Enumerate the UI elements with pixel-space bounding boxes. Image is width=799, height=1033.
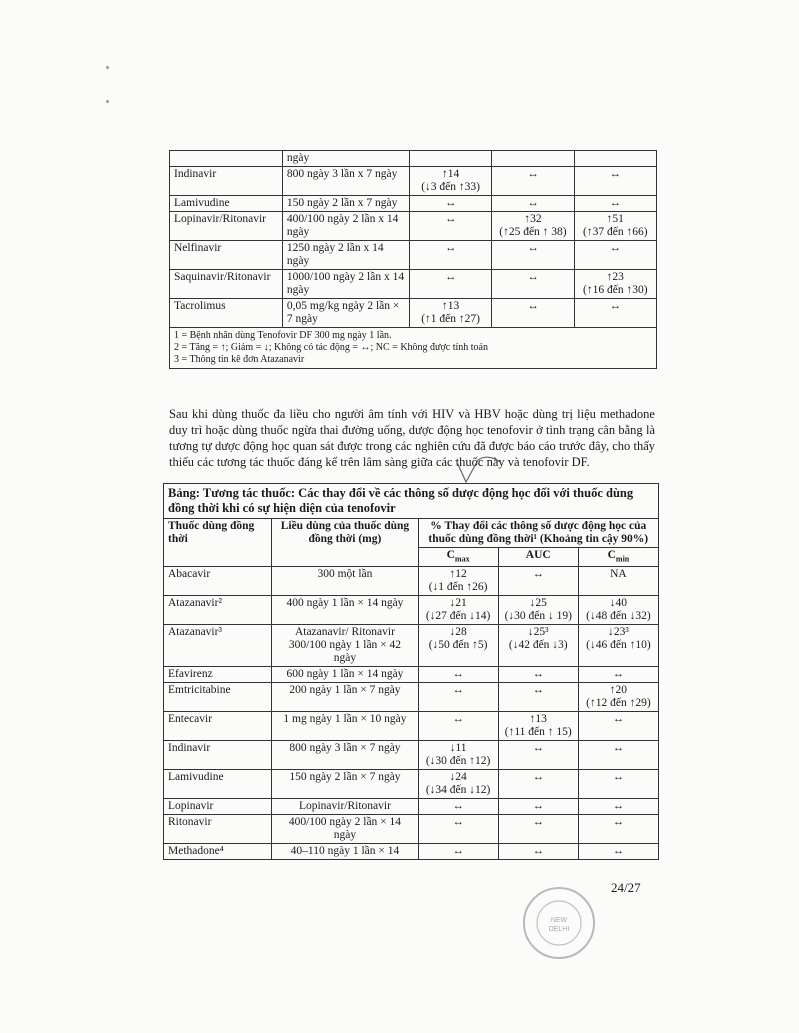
table-row: [164, 770, 659, 799]
table-cell: ↔: [418, 815, 498, 844]
table-cell: [574, 151, 656, 167]
table-cell: 400/100 ngày 2 lần × 14 ngày: [272, 815, 418, 844]
table-cell: Tacrolimus: [170, 299, 283, 328]
table-cell: ↔: [578, 770, 658, 799]
table-row: [170, 167, 657, 196]
scan-speck: [106, 100, 109, 103]
table-cell: 400 ngày 1 lần × 14 ngày: [272, 596, 418, 625]
header-cmin: $C_{min}$: [578, 548, 658, 567]
table-row: [170, 299, 657, 328]
table-cell: ↔: [498, 683, 578, 712]
table-cell: ↔: [578, 815, 658, 844]
table-cell: Abacavir: [164, 567, 272, 596]
table-cell: ↑51 (↑37 đến ↑66): [574, 212, 656, 241]
header-coadministered-drug: Thuốc dùng đồng thời: [164, 519, 272, 567]
table-cell: ↔: [498, 741, 578, 770]
table-cell: ↔: [418, 667, 498, 683]
table-cell: ↔: [578, 667, 658, 683]
header-pk-change: % Thay đổi các thông số dược động học của thuốc dùng đồng thời¹ (Khoảng tin cậy 90%): [418, 519, 658, 548]
table-cell: 200 ngày 1 lần × 7 ngày: [272, 683, 418, 712]
table-cell: ↔: [498, 770, 578, 799]
table-row: [164, 712, 659, 741]
table-cell: ngày: [282, 151, 409, 167]
table-cell: 800 ngày 3 lần × 7 ngày: [272, 741, 418, 770]
svg-text:DELHI: DELHI: [548, 926, 570, 933]
body-paragraph: Sau khi dùng thuốc đa liều cho người âm tính với HIV và HBV hoặc dùng trị liệu methadone duy trì hoặc dùng thuốc ngừa thai đường uống, dược động học tenofovir ở tình trạng cân bằng là tương tự dược động học quan sát được trong các nghiên cứu đã được báo cáo trước đây, cho thấy thiếu các tương tác thuốc đáng kể trên lâm sàng giữa các thuốc này và tenofovir DF.: [169, 406, 655, 469]
header-cmax: $C_{max}$: [418, 548, 498, 567]
table-cell: Efavirenz: [164, 667, 272, 683]
table-cell: ↔: [578, 799, 658, 815]
table-cell: Atazanavir/ Ritonavir 300/100 ngày 1 lần × 42 ngày: [272, 625, 418, 667]
table-row: [164, 844, 659, 860]
table-cell: ↑23 (↑16 đến ↑30): [574, 270, 656, 299]
table-cell: ↔: [409, 270, 491, 299]
table-cell: ↔: [498, 667, 578, 683]
svg-text:NEW: NEW: [550, 917, 568, 924]
table-cell: Lopinavir: [164, 799, 272, 815]
table-cell: ↔: [574, 241, 656, 270]
table-cell: ↔: [409, 196, 491, 212]
company-seal: [521, 885, 597, 961]
table-cell: Lopinavir/Ritonavir: [170, 212, 283, 241]
table-row: [164, 596, 659, 625]
table-cell: ↔: [492, 196, 574, 212]
table-cell: ↓40 (↓48 đến ↓32): [578, 596, 658, 625]
table-cell: ↔: [574, 299, 656, 328]
table-cell: Entecavir: [164, 712, 272, 741]
page-number: 24/27: [611, 880, 641, 895]
table-cell: ↑14 (↓3 đến ↑33): [409, 167, 491, 196]
table-cell: ↓28 (↓50 đến ↑5): [418, 625, 498, 667]
table-cell: 400/100 ngày 2 lần x 14 ngày: [282, 212, 409, 241]
table-cell: 1000/100 ngày 2 lần x 14 ngày: [282, 270, 409, 299]
table-cell: Ritonavir: [164, 815, 272, 844]
table-cell: Atazanavir³: [164, 625, 272, 667]
table-cell: [170, 151, 283, 167]
table-cell: ↑13 (↑1 đến ↑27): [409, 299, 491, 328]
table-cell: ↔: [418, 712, 498, 741]
table-cell: Methadone⁴: [164, 844, 272, 860]
drug-interaction-table: [163, 483, 659, 860]
table-cell: Indinavir: [164, 741, 272, 770]
table-cell: ↔: [498, 815, 578, 844]
table-cell: ↓11 (↓30 đến ↑12): [418, 741, 498, 770]
table-row: [164, 741, 659, 770]
table-cell: ↔: [578, 844, 658, 860]
table-cell: 40–110 ngày 1 lần × 14: [272, 844, 418, 860]
scan-speck: [106, 66, 109, 69]
table-cell: 0,05 mg/kg ngày 2 lần × 7 ngày: [282, 299, 409, 328]
table-cell: ↓23³ (↓46 đến ↑10): [578, 625, 658, 667]
table-cell: ↓21 (↓27 đến ↓14): [418, 596, 498, 625]
table-cell: 150 ngày 2 lần x 7 ngày: [282, 196, 409, 212]
table-title: Bảng: Tương tác thuốc: Các thay đổi về các thông số dược động học đối với thuốc dùng đồng thời khi có sự hiện diện của tenofovir: [164, 484, 659, 519]
table-cell: NA: [578, 567, 658, 596]
table-row: [164, 667, 659, 683]
table-cell: ↑13 (↑11 đến ↑ 15): [498, 712, 578, 741]
footnote: 2 = Tăng = ↑; Giảm = ↓; Không có tác động = ↔; NC = Không được tính toán: [174, 342, 488, 353]
table-row: [170, 212, 657, 241]
table-cell: [409, 151, 491, 167]
table-row: [164, 815, 659, 844]
table-footnotes: [170, 328, 657, 369]
table-cell: 300 một lần: [272, 567, 418, 596]
table-cell: ↔: [578, 741, 658, 770]
table-cell: Lamivudine: [164, 770, 272, 799]
table-row: [170, 196, 657, 212]
table-cell: ↔: [418, 844, 498, 860]
table-cell: ↑32 (↑25 đến ↑ 38): [492, 212, 574, 241]
table-cell: ↑12 (↓1 đến ↑26): [418, 567, 498, 596]
table-cell: ↔: [409, 241, 491, 270]
table-cell: ↔: [574, 167, 656, 196]
table-cell: ↓25³ (↓42 đến ↓3): [498, 625, 578, 667]
table-cell: ↔: [498, 567, 578, 596]
table-cell: Lopinavir/Ritonavir: [272, 799, 418, 815]
table-cell: 150 ngày 2 lần × 7 ngày: [272, 770, 418, 799]
table-cell: 800 ngày 3 lần x 7 ngày: [282, 167, 409, 196]
footnote: 3 = Thông tin kê đơn Atazanavir: [174, 354, 305, 365]
table-cell: ↔: [409, 212, 491, 241]
table-cell: Indinavir: [170, 167, 283, 196]
table-cell: [492, 151, 574, 167]
table-cell: Saquinavir/Ritonavir: [170, 270, 283, 299]
table-cell: ↔: [578, 712, 658, 741]
table-cell: 1 mg ngày 1 lần × 10 ngày: [272, 712, 418, 741]
table-cell: 600 ngày 1 lần × 14 ngày: [272, 667, 418, 683]
table-cell: ↔: [492, 270, 574, 299]
table-cell: ↔: [492, 299, 574, 328]
table-cell: ↓24 (↓34 đến ↓12): [418, 770, 498, 799]
table-cell: ↓25 (↓30 đến ↓ 19): [498, 596, 578, 625]
table-cell: ↔: [418, 799, 498, 815]
table-cell: ↔: [492, 241, 574, 270]
footnote: 1 = Bệnh nhân dùng Tenofovir DF 300 mg ngày 1 lần.: [174, 330, 392, 341]
table-row: [164, 567, 659, 596]
table-cell: Atazanavir²: [164, 596, 272, 625]
table-row: [170, 241, 657, 270]
table-cell: Lamivudine: [170, 196, 283, 212]
table-cell: ↔: [574, 196, 656, 212]
interaction-table-continued: [169, 150, 657, 369]
table-cell: ↔: [418, 683, 498, 712]
header-auc: AUC: [498, 548, 578, 567]
table-row: [164, 799, 659, 815]
table-row: [170, 151, 657, 167]
table-cell: ↔: [498, 844, 578, 860]
table-cell: ↔: [492, 167, 574, 196]
table-cell: ↔: [498, 799, 578, 815]
table-cell: Emtricitabine: [164, 683, 272, 712]
table-row: [164, 683, 659, 712]
table-row: [170, 270, 657, 299]
table-cell: ↑20 (↑12 đến ↑29): [578, 683, 658, 712]
table-row: [164, 625, 659, 667]
table-cell: Nelfinavir: [170, 241, 283, 270]
header-dose: Liều dùng của thuốc dùng đồng thời (mg): [272, 519, 418, 567]
table-cell: 1250 ngày 2 lần x 14 ngày: [282, 241, 409, 270]
